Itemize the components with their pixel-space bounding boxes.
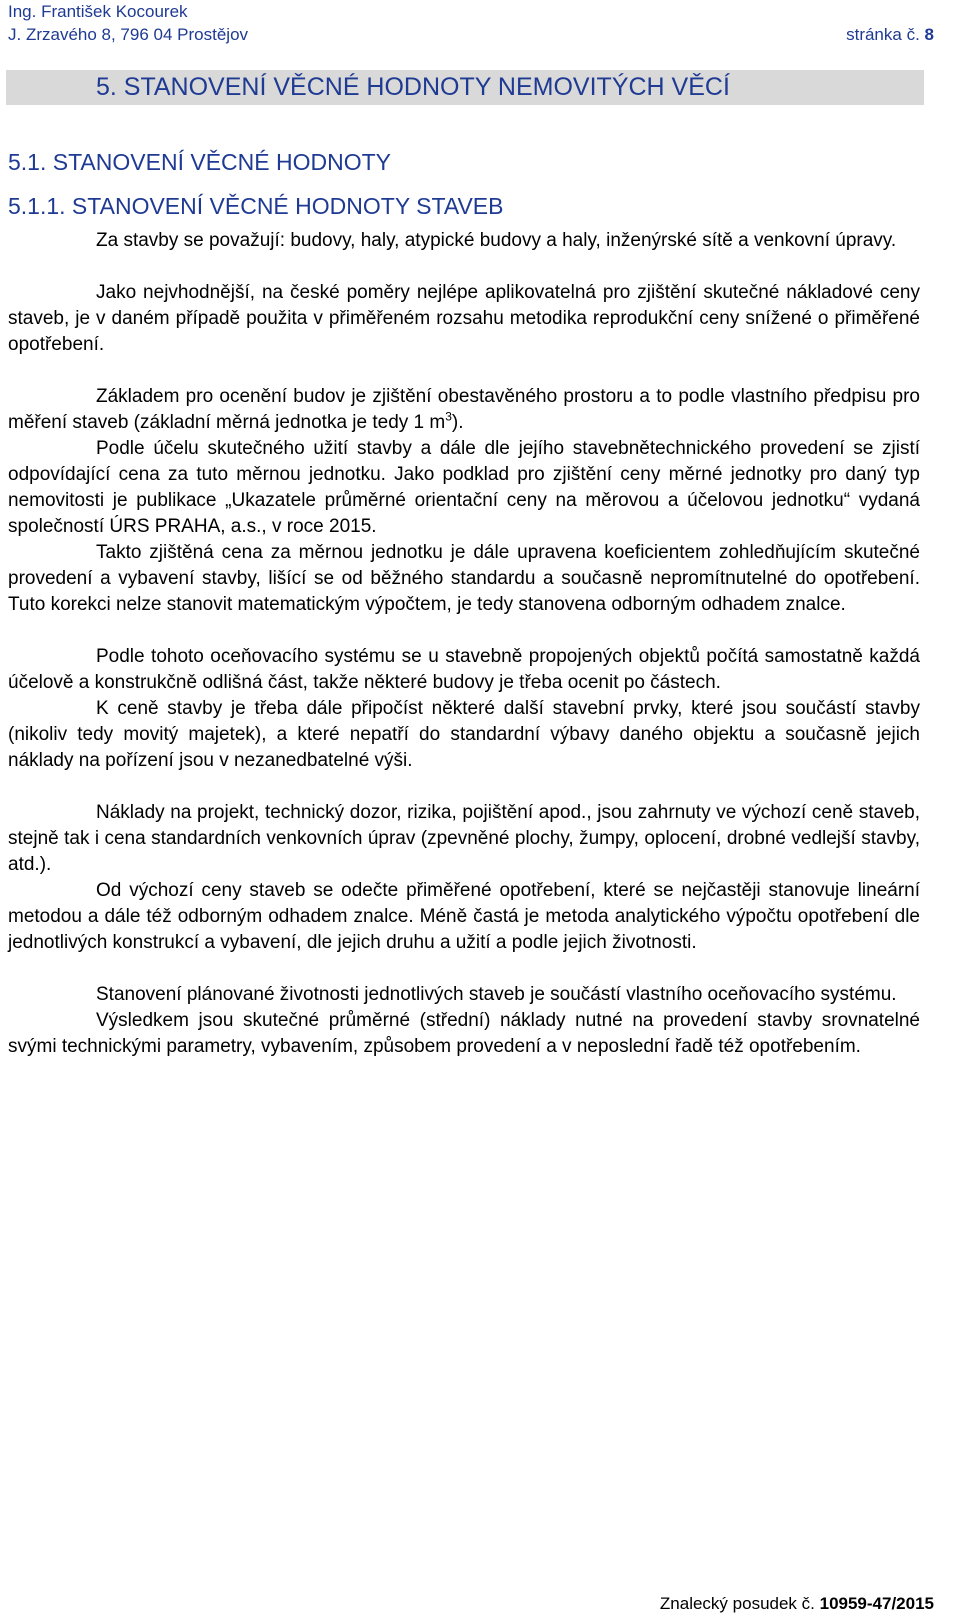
- page-number: 8: [924, 25, 934, 44]
- paragraph-9: Od výchozí ceny staveb se odečte přiměřené opotřebení, které se nejčastěji stanovuje lineární metodou a dále též odborným odhadem znalce. Méně častá je metoda analytického výpočtu opotřebení dle jednotlivých konstrukcí a vybavení, dle jejich druhu a užití a podle jejich životnosti.: [8, 880, 920, 953]
- document-body: [8, 228, 920, 1060]
- paragraph-3-text: Základem pro ocenění budov je zjištění obestavěného prostoru a to podle vlastního předpisu pro měření staveb (základní měrná jednotka je tedy 1 m: [8, 386, 920, 433]
- footer-number: 10959-47/2015: [819, 1594, 934, 1613]
- paragraph-3: [8, 384, 920, 436]
- page-number-label: [846, 23, 934, 46]
- subsubsection-title: 5.1.1. STANOVENÍ VĚCNÉ HODNOTY STAVEB: [8, 193, 504, 219]
- footer-label: Znalecký posudek č.: [659, 1594, 815, 1613]
- paragraph-1: Za stavby se považují: budovy, haly, atypické budovy a haly, inženýrské sítě a venkovní úpravy.: [96, 230, 897, 251]
- paragraph-2: Jako nejvhodnější, na české poměry nejlépe aplikovatelná pro zjištění skutečné nákladové ceny staveb, je v daném případě použita v přiměřeném rozsahu metodika reprodukční ceny snížené o přiměřené opotřebení.: [8, 282, 920, 355]
- page-label: stránka č.: [846, 25, 920, 44]
- section-title: 5. STANOVENÍ VĚCNÉ HODNOTY NEMOVITÝCH VĚCÍ: [96, 73, 730, 101]
- paragraph-7: K ceně stavby je třeba dále připočíst některé další stavební prvky, které jsou součástí stavby (nikoliv tedy movitý majetek), a které nepatří do standardní výbavy daného objektu a současně jejich náklady na pořízení jsou v nezanedbatelné výši.: [8, 698, 920, 771]
- page-footer: [660, 1592, 934, 1616]
- page-header: [8, 0, 248, 46]
- paragraph-11: Výsledkem jsou skutečné průměrné (střední) náklady nutné na provedení stavby srovnatelné svými technickými parametry, vybavením, způsobem provedení a v neposlední řadě též opotřebením.: [8, 1010, 920, 1057]
- paragraph-4: Podle účelu skutečného užití stavby a dále dle jejího stavebnětechnického provedení se zjistí odpovídající cena za tuto měrnou jednotku. Jako podklad pro zjištění ceny měrné jednotky pro daný typ nemovitosti je publikace „Ukazatele průměrné orientační ceny na měrovou a účelovou jednotku“ vydaná společností ÚRS PRAHA, a.s., v roce 2015.: [8, 438, 920, 537]
- author-address: J. Zrzavého 8, 796 04 Prostějov: [8, 25, 249, 44]
- paragraph-10: Stanovení plánované životnosti jednotlivých staveb je součástí vlastního oceňovacího systému.: [96, 984, 897, 1005]
- paragraph-6: Podle tohoto oceňovacího systému se u stavebně propojených objektů počítá samostatně každá účelově a konstrukčně odlišná část, takže některé budovy je třeba ocenit po částech.: [8, 646, 920, 693]
- paragraph-3-end: ).: [451, 412, 464, 433]
- paragraph-5: Takto zjištěná cena za měrnou jednotku je dále upravena koeficientem zohledňujícím skutečné provedení a vybavení stavby, lišící se od běžného standardu a současně nepromítnutelné do opotřebení. Tuto korekci nelze stanovit matematickým výpočtem, je tedy stanovena odborným odhadem znalce.: [8, 542, 920, 615]
- paragraph-8: Náklady na projekt, technický dozor, rizika, pojištění apod., jsou zahrnuty ve výchozí ceně staveb, stejně tak i cena standardních venkovních úprav (zpevněné plochy, žumpy, oplocení, drobné vedlejší stavby, atd.).: [8, 802, 920, 875]
- subsection-title: 5.1. STANOVENÍ VĚCNÉ HODNOTY: [8, 149, 391, 175]
- author-name: Ing. František Kocourek: [8, 2, 188, 21]
- superscript: 3: [445, 409, 452, 424]
